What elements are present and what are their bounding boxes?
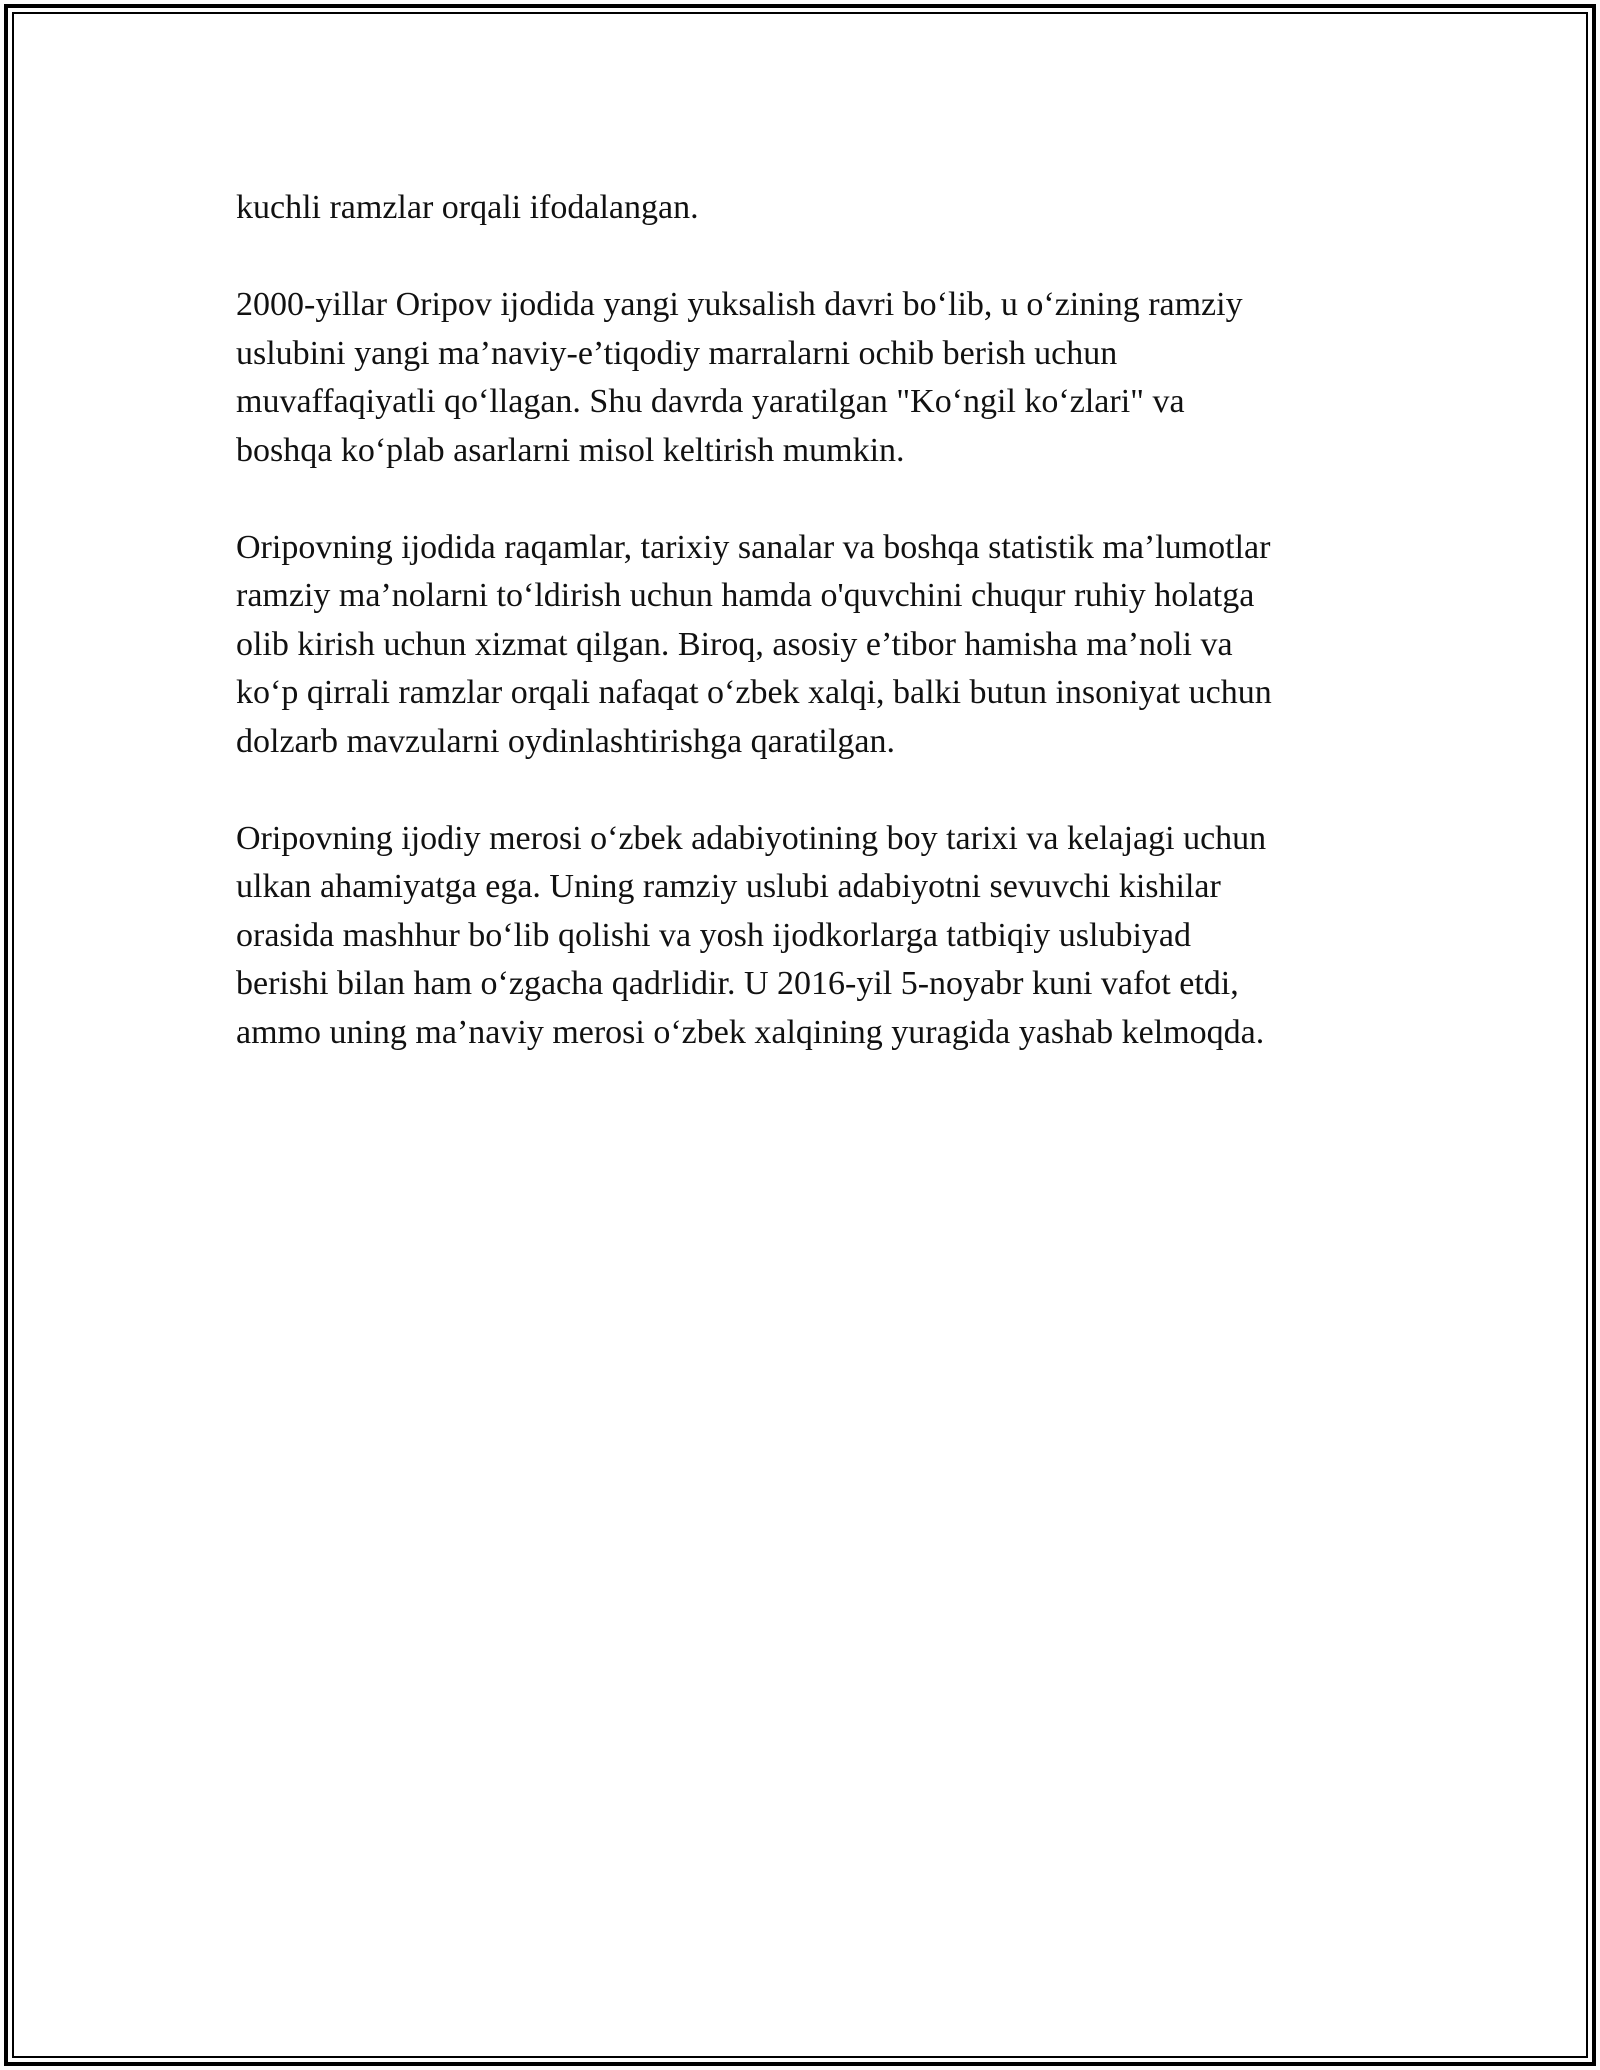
text-line: olib kirish uchun xizmat qilgan. Biroq, asosiy e’tibor hamisha ma’noli va <box>236 625 1233 663</box>
text-line: berishi bilan ham o‘zgacha qadrlidir. U 2016-yil 5-noyabr kuni vafot etdi, <box>236 965 1239 1002</box>
text-line: muvaffaqiyatli qo‘llagan. Shu davrda yaratilgan "Ko‘ngil ko‘zlari" va <box>236 383 1185 420</box>
paragraph-3 <box>236 524 1376 767</box>
text-line: 2000-yillar Oripov ijodida yangi yuksalish davri bo‘lib, u o‘zining ramziy <box>236 286 1243 323</box>
document-body <box>236 184 1376 1106</box>
text-line: ammo uning ma’naviy merosi o‘zbek xalqining yuragida yashab kelmoqda. <box>236 1013 1265 1051</box>
paragraph-1 <box>236 184 1376 233</box>
paragraph-4 <box>236 815 1376 1058</box>
text-line: Oripovning ijodida raqamlar, tarixiy sanalar va boshqa statistik ma’lumotlar <box>236 528 1271 566</box>
text-line: ramziy ma’nolarni to‘ldirish uchun hamda o'quvchini chuqur ruhiy holatga <box>236 577 1255 614</box>
text-line: boshqa ko‘plab asarlarni misol keltirish mumkin. <box>236 431 905 469</box>
text-line: orasida mashhur bo‘lib qolishi va yosh ijodkorlarga tatbiqiy uslubiyad <box>236 916 1192 954</box>
paragraph-2 <box>236 281 1376 475</box>
text-line: Oripovning ijodiy merosi o‘zbek adabiyotining boy tarixi va kelajagi uchun <box>236 819 1267 857</box>
text-line: ulkan ahamiyatga ega. Uning ramziy uslubi adabiyotni sevuvchi kishilar <box>236 868 1221 905</box>
text-line: dolzarb mavzularni oydinlashtirishga qaratilgan. <box>236 722 896 760</box>
text-line: kuchli ramzlar orqali ifodalangan. <box>236 189 699 226</box>
text-line: uslubini yangi ma’naviy-e’tiqodiy marralarni ochib berish uchun <box>236 334 1118 372</box>
text-line: ko‘p qirrali ramzlar orqali nafaqat o‘zbek xalqi, balki butun insoniyat uchun <box>236 674 1272 711</box>
